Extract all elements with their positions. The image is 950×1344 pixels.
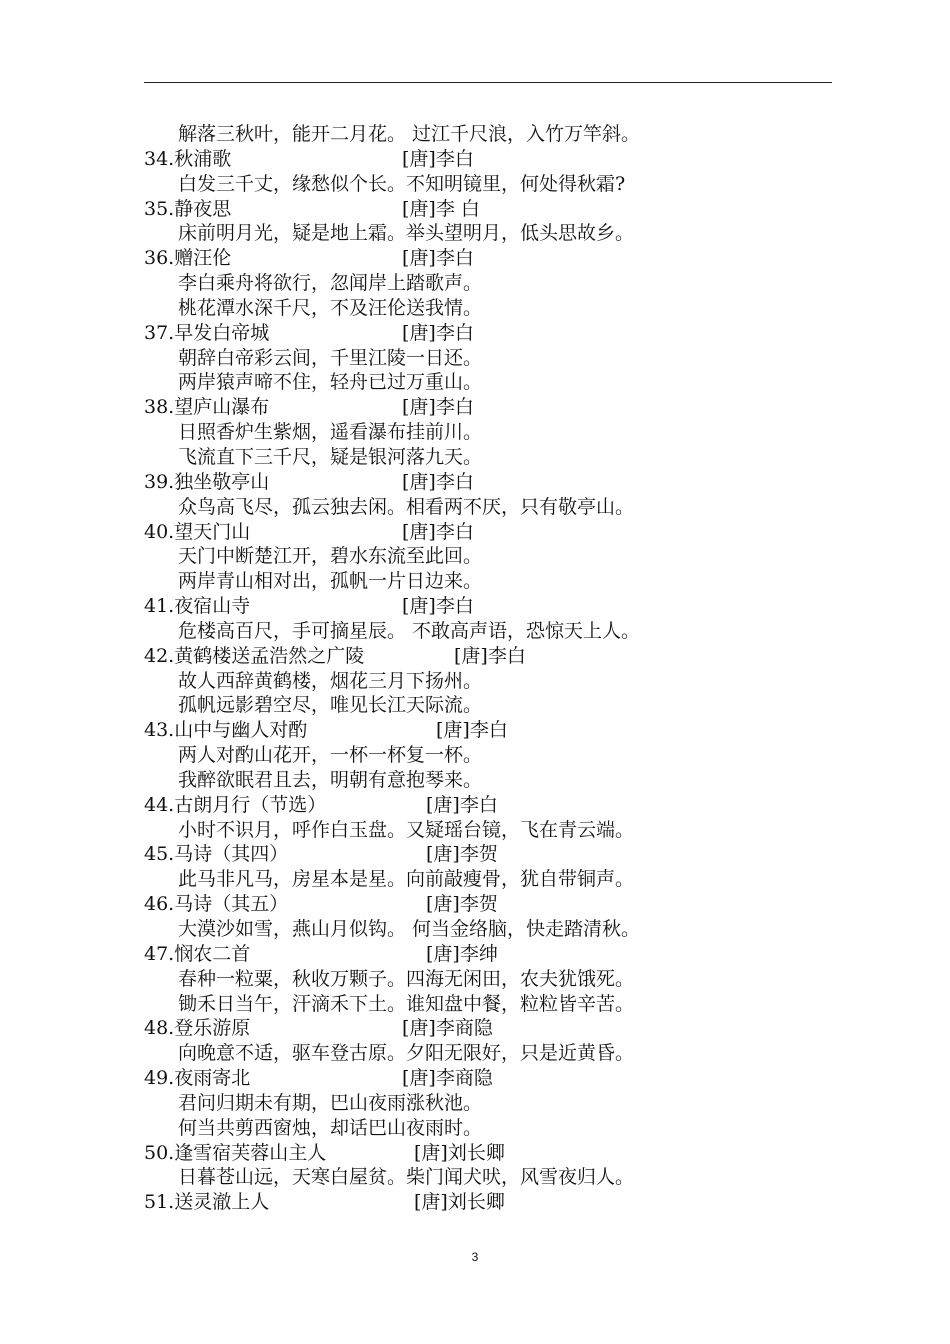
poem-heading [144, 793, 834, 818]
poem-verse-line: 桃花潭水深千尺，不及汪伦送我情。 [178, 296, 483, 319]
poem-verse-line: 春种一粒粟，秋收万颗子。四海无闲田，农夫犹饿死。 [178, 967, 635, 990]
poem-author: [唐]李 白 [402, 197, 480, 220]
poem-number: 42. [144, 644, 175, 667]
poem-title: 马诗（其五） [174, 893, 289, 916]
poem-number: 35. [144, 197, 175, 220]
poem-number: 40. [144, 520, 175, 543]
poem-author: [唐]李白 [402, 595, 474, 618]
poem-number: 43. [144, 719, 175, 742]
poem-verse-line: 何当共剪西窗烛，却话巴山夜雨时。 [178, 1116, 483, 1139]
poem-verse-line: 床前明月光，疑是地上霜。举头望明月，低头思故乡。 [178, 222, 635, 245]
poem-heading [144, 892, 834, 917]
poem-author: [唐]李白 [402, 247, 474, 270]
poem-verse-line: 两人对酌山花开，一杯一杯复一杯。 [178, 744, 483, 767]
poem-title: 独坐敬亭山 [174, 470, 270, 493]
poem-title: 送灵澈上人 [174, 1191, 270, 1214]
poem-title: 赠汪伦 [174, 247, 232, 270]
poem-author: [唐]李白 [402, 321, 474, 344]
poem-title: 静夜思 [174, 197, 232, 220]
poem-author: [唐]刘长卿 [414, 1191, 505, 1214]
poem-title: 夜宿山寺 [174, 595, 251, 618]
poem-heading [144, 1141, 834, 1166]
poem-number: 39. [144, 470, 175, 493]
poem-author: [唐]李白 [402, 147, 474, 170]
poem-number: 48. [144, 1017, 175, 1040]
poem-verse-line: 大漠沙如雪，燕山月似钩。 何当金络脑，快走踏清秋。 [178, 918, 641, 940]
poem-number: 34. [144, 147, 175, 170]
poem-heading [144, 594, 834, 619]
page-number: 3 [471, 1250, 479, 1264]
poem-heading [144, 942, 834, 967]
poem-author: [唐]李白 [426, 793, 498, 816]
poem-verse-line: 故人西辞黄鹤楼，烟花三月下扬州。 [178, 669, 483, 692]
poem-title: 登乐游原 [174, 1017, 251, 1040]
intro-verse-line: 解落三秋叶，能开二月花。 过江千尺浪，入竹万竿斜。 [178, 123, 641, 145]
poem-number: 38. [144, 396, 175, 419]
poem-heading [144, 1066, 834, 1091]
poem-author: [唐]李白 [402, 396, 474, 419]
poem-heading [144, 520, 834, 545]
poem-number: 46. [144, 893, 175, 916]
header-rule [144, 82, 832, 83]
poem-heading [144, 246, 834, 271]
poem-verse-line: 此马非凡马，房星本是星。向前敲瘦骨，犹自带铜声。 [178, 868, 635, 891]
poem-number: 44. [144, 793, 175, 816]
poem-heading [144, 842, 834, 867]
poem-title: 早发白帝城 [174, 321, 270, 344]
poem-heading [144, 470, 834, 495]
poem-verse-line: 君问归期未有期，巴山夜雨涨秋池。 [178, 1091, 483, 1114]
poem-author: [唐]李贺 [426, 893, 498, 916]
poem-author: [唐]李白 [402, 470, 474, 493]
poem-title: 望庐山瀑布 [174, 396, 270, 419]
poem-title: 悯农二首 [174, 942, 251, 965]
poem-verse-line: 众鸟高飞尽，孤云独去闲。相看两不厌，只有敬亭山。 [178, 495, 635, 518]
poem-heading [144, 147, 834, 172]
poem-title: 马诗（其四） [174, 843, 289, 866]
poem-verse-line: 锄禾日当午，汗滴禾下土。谁知盘中餐，粒粒皆辛苦。 [178, 992, 635, 1015]
poem-heading [144, 644, 834, 669]
poem-author: [唐]李白 [454, 644, 526, 667]
poem-title: 望天门山 [174, 520, 251, 543]
poem-verse-line: 两岸青山相对出，孤帆一片日边来。 [178, 570, 483, 593]
poem-number: 36. [144, 247, 175, 270]
poem-author: [唐]李白 [436, 719, 508, 742]
poem-verse-line: 天门中断楚江开，碧水东流至此回。 [178, 545, 483, 568]
poem-verse-line: 朝辞白帝彩云间，千里江陵一日还。 [178, 346, 483, 369]
poem-title: 逢雪宿芙蓉山主人 [174, 1141, 327, 1164]
poem-number: 41. [144, 595, 175, 618]
poem-heading [144, 321, 834, 346]
poem-number: 47. [144, 942, 175, 965]
poem-title: 古朗月行（节选） [174, 793, 327, 816]
poem-verse-line: 日暮苍山远，天寒白屋贫。柴门闻犬吠，风雪夜归人。 [178, 1166, 635, 1189]
poem-author: [唐]李白 [402, 520, 474, 543]
poem-number: 49. [144, 1067, 175, 1090]
poem-number: 37. [144, 321, 175, 344]
poem-verse-line: 白发三千丈，缘愁似个长。不知明镜里，何处得秋霜? [178, 172, 626, 195]
poem-number: 50. [144, 1141, 175, 1164]
poem-verse-line: 李白乘舟将欲行，忽闻岸上踏歌声。 [178, 272, 483, 295]
poem-title: 山中与幽人对酌 [174, 719, 308, 742]
poem-heading [144, 1190, 834, 1215]
poem-title: 秋浦歌 [174, 147, 232, 170]
poem-list [144, 122, 834, 1215]
poem-verse-line: 危楼高百尺，手可摘星辰。 不敢高声语，恐惊天上人。 [178, 619, 641, 642]
poem-verse-line: 日照香炉生紫烟，遥看瀑布挂前川。 [178, 421, 483, 444]
poem-number: 45. [144, 843, 175, 866]
poem-verse-line: 向晚意不适，驱车登古原。夕阳无限好，只是近黄昏。 [178, 1042, 635, 1065]
poem-verse-line: 孤帆远影碧空尽，唯见长江天际流。 [178, 694, 483, 717]
poem-author: [唐]李商隐 [402, 1017, 493, 1040]
poem-verse-line: 小时不识月，呼作白玉盘。又疑瑶台镜，飞在青云端。 [178, 818, 635, 841]
poem-title: 夜雨寄北 [174, 1067, 251, 1090]
poem-heading [144, 395, 834, 420]
poem-heading [144, 718, 834, 743]
poem-title: 黄鹤楼送孟浩然之广陵 [174, 644, 365, 667]
poem-author: [唐]李贺 [426, 843, 498, 866]
poem-verse-line: 我醉欲眠君且去，明朝有意抱琴来。 [178, 768, 483, 791]
poem-verse-line: 两岸猿声啼不住，轻舟已过万重山。 [178, 371, 483, 394]
poem-author: [唐]李绅 [426, 942, 498, 965]
poem-heading [144, 1016, 834, 1041]
poem-author: [唐]刘长卿 [414, 1141, 505, 1164]
poem-verse-line: 飞流直下三千尺，疑是银河落九天。 [178, 445, 483, 468]
poem-heading [144, 197, 834, 222]
poem-author: [唐]李商隐 [402, 1067, 493, 1090]
poem-number: 51. [144, 1191, 175, 1214]
